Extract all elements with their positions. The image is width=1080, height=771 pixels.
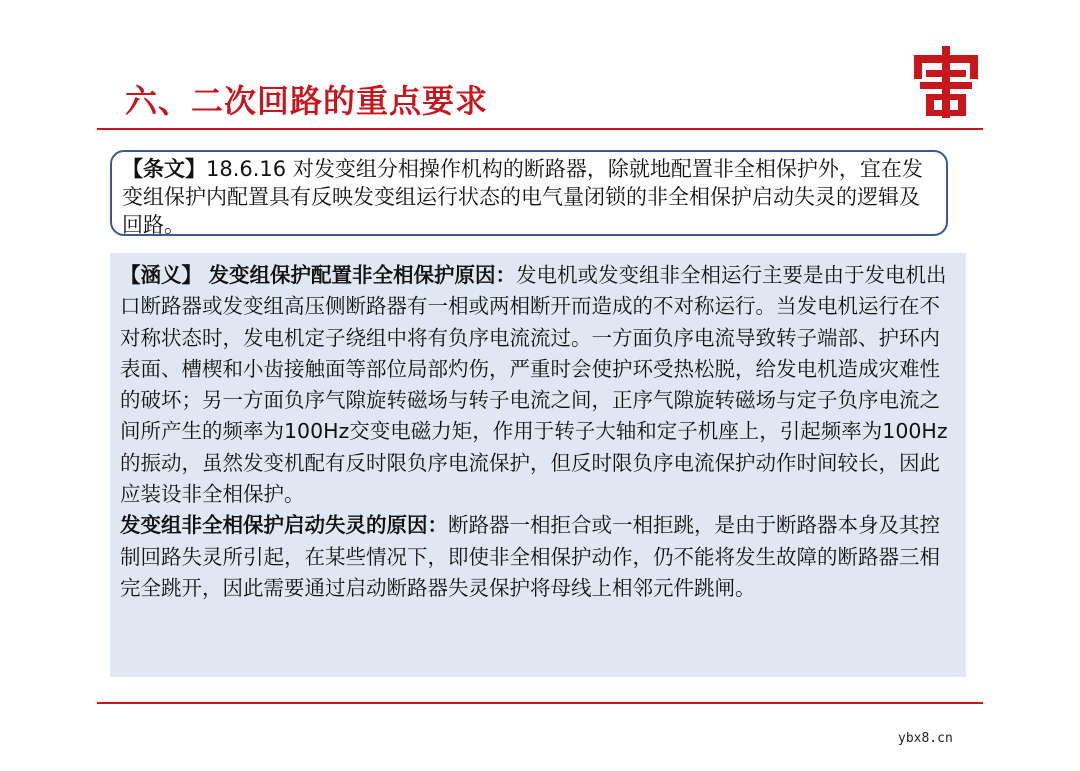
clause-tag: 【条文】 [122,157,206,181]
meaning-text-1: 发电机或发变组非全相运行主要是由于发电机出口断路器或发变组高压侧断路器有一相或两相断开而造成的不对称运行。当发电机运行在不对称状态时，发电机定子绕组中将有负序电流流过。一方面负序电流导致转子端部、护环内表面、槽楔和小齿接触面等部位局部灼伤，严重时会使护环受热松脱，给发电机造成灾难性的破坏；另一方面负序气隙旋转磁场与转子电流之间，正序气隙旋转磁场与定子负序电流之间所产生的频率为100Hz交变电磁力矩，作用于转子大轴和定子机座上，引起频率为100Hz的振动，虽然发变机配有反时限负序电流保护，但反时限负序电流保护动作时间较长，因此应装设非全相保护。 [120,263,948,507]
meaning-text-2: 断路器一相拒合或一相拒跳，是由于断路器本身及其控制回路失灵所引起，在某些情况下，即使非全相保护动作，仍不能将发生故障的断路器三相完全跳开，因此需要通过启动断路器失灵保护将母线上相邻元件跳闸。 [120,513,940,600]
clause-text: 18.6.16 对发变组分相操作机构的断路器，除就地配置非全相保护外，宜在发变组保护内配置具有反映发变组运行状态的电气量闭锁的非全相保护启动失灵的逻辑及回路。 [122,157,923,237]
meaning-heading-1: 发变组保护配置非全相保护原因： [208,263,517,287]
meaning-tag: 【涵义】 [120,263,202,287]
seal-logo [912,46,980,118]
watermark-text: ybx8.cn [898,731,953,746]
seal-logo-icon [912,46,980,118]
title-divider [97,128,983,130]
meaning-heading-2: 发变组非全相保护启动失灵的原因： [120,513,448,538]
page-title: 六、二次回路的重点要求 [125,82,489,120]
footer-divider [97,702,983,704]
meaning-box [110,253,966,677]
clause-box [110,150,948,236]
